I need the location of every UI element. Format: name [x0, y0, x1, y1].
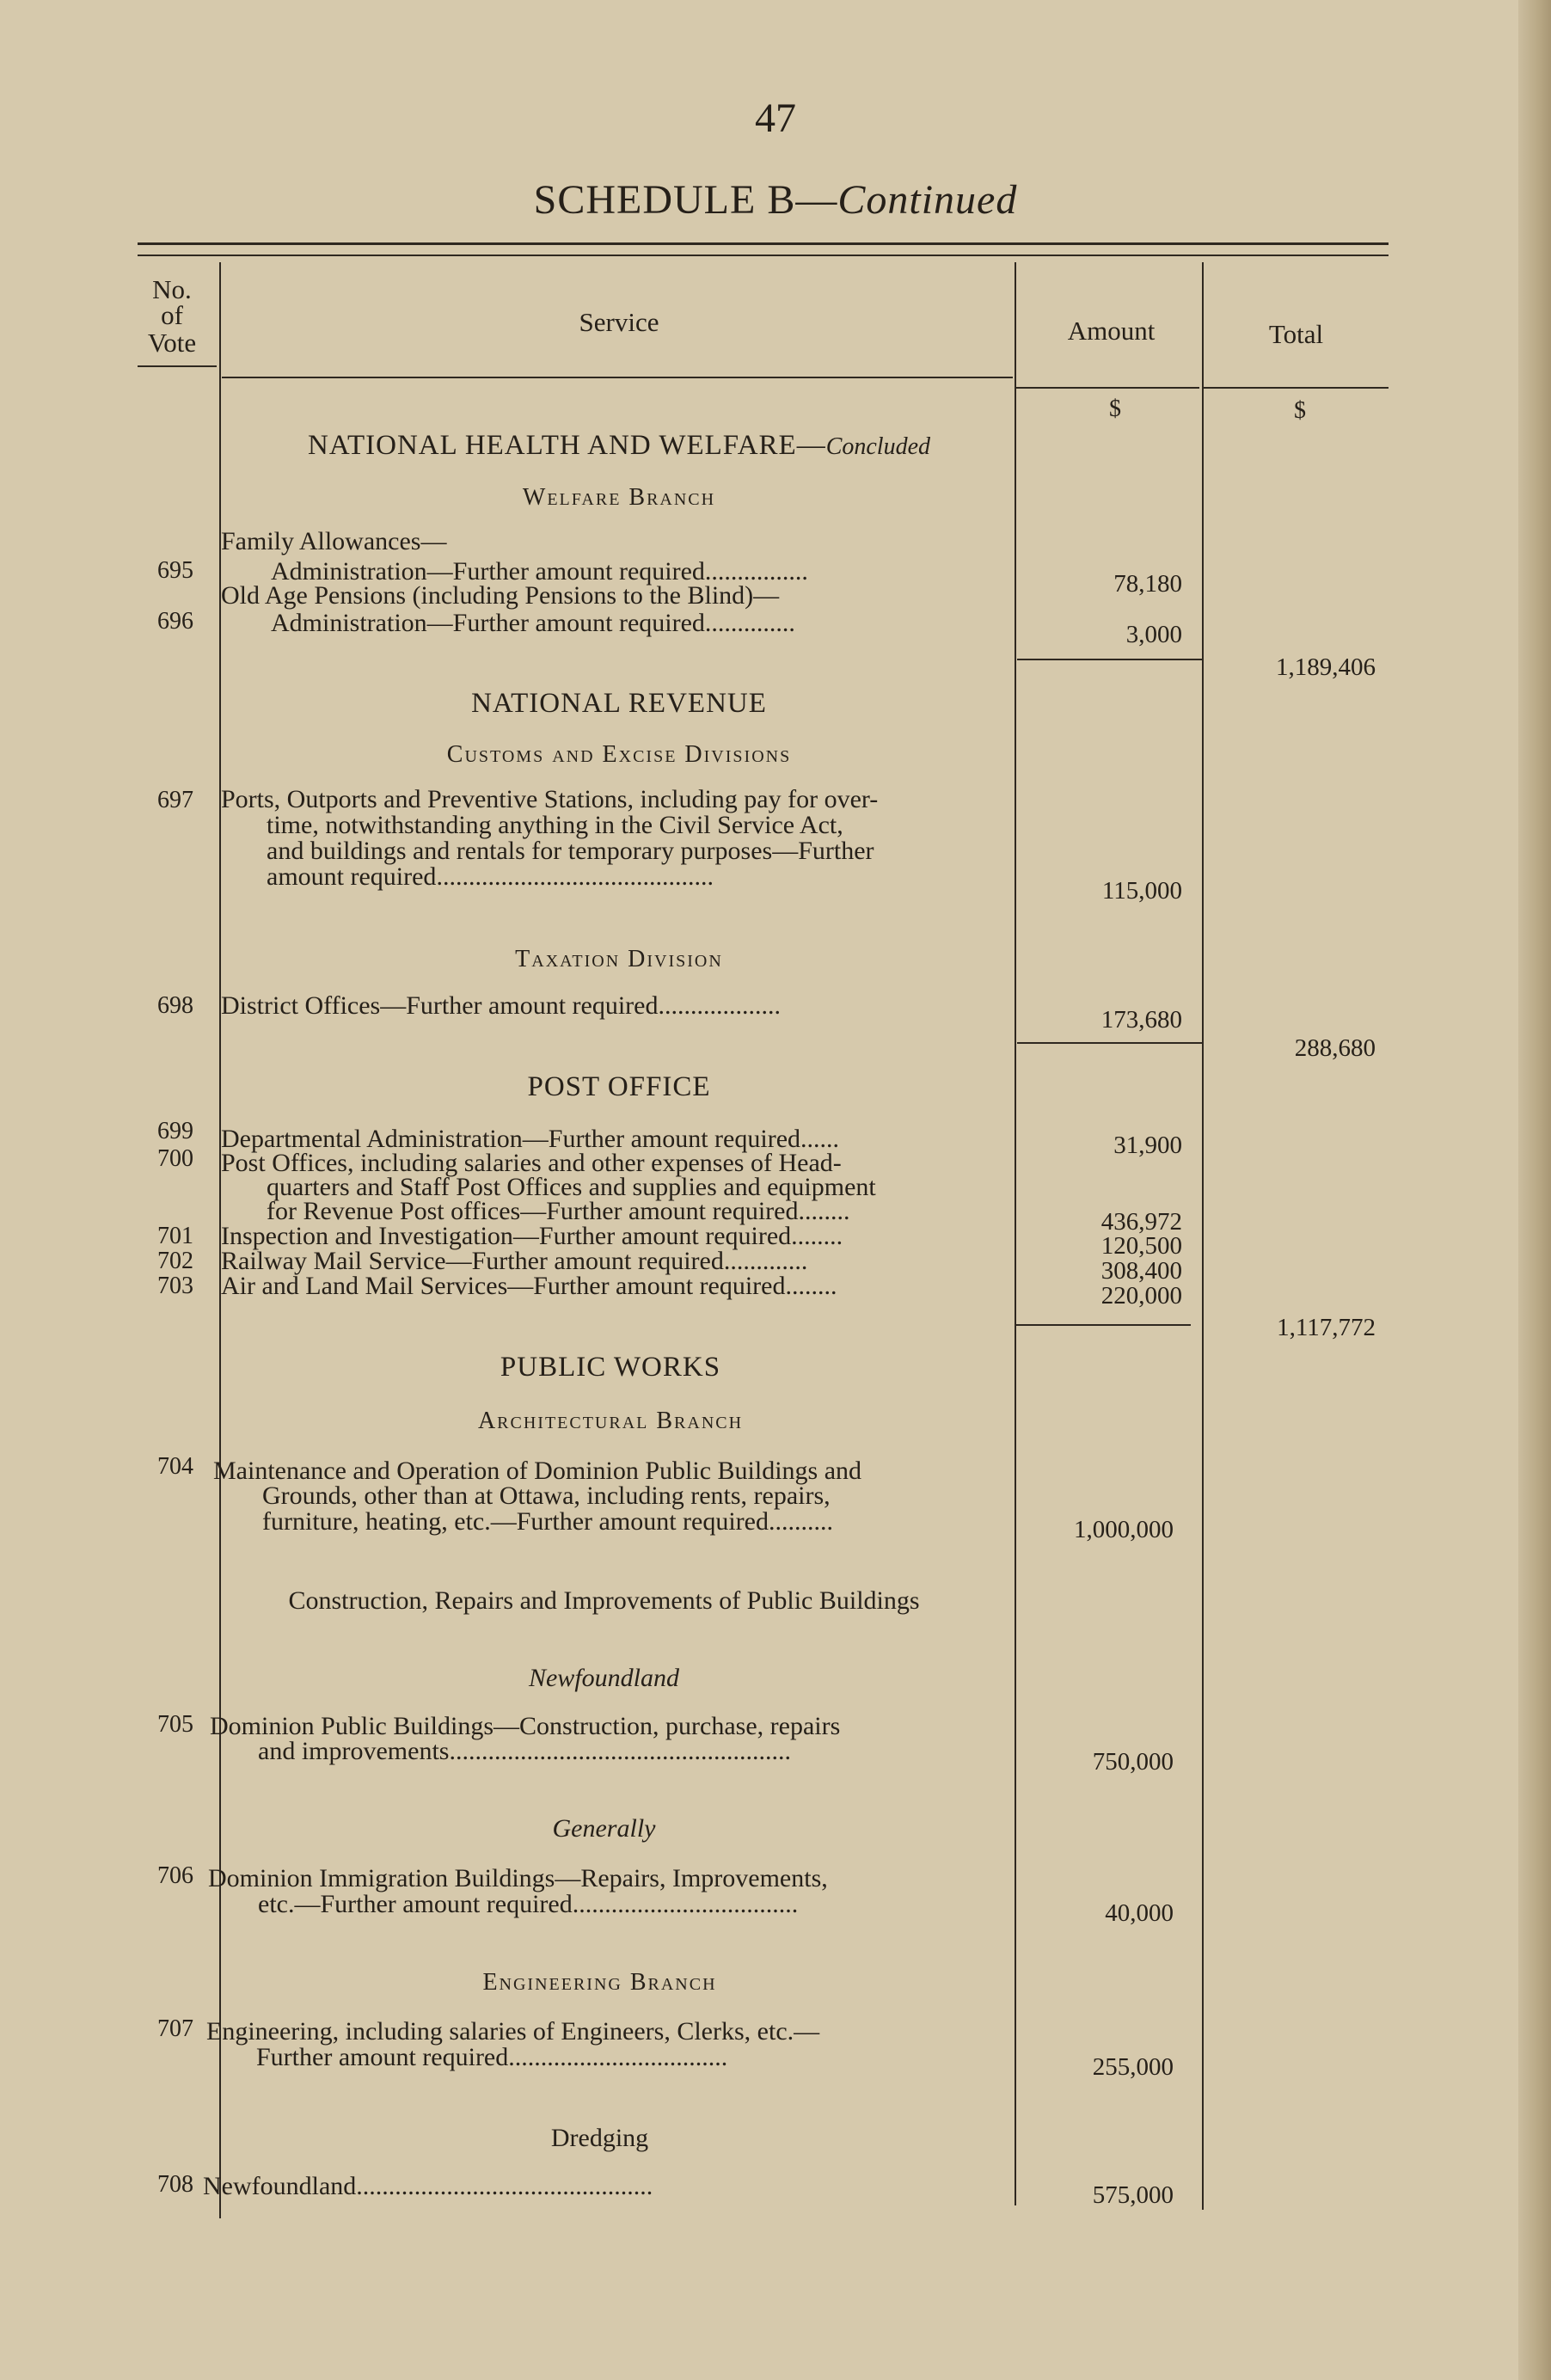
- amount-700: 436,972: [1100, 1208, 1182, 1236]
- amount-708: 575,000: [1092, 2181, 1174, 2209]
- item-697-line1: Ports, Outports and Preventive Stations, including pay for over-: [221, 785, 879, 813]
- item-old-age-pensions: Old Age Pensions (including Pensions to the Blind)—: [221, 581, 780, 610]
- amount-706: 40,000: [1105, 1899, 1174, 1927]
- item-707-line2: Further amount required: [256, 2043, 509, 2071]
- vote-701: 701: [157, 1223, 193, 1249]
- subsection-generally: Generally: [552, 1814, 656, 1843]
- item-704-line2: Grounds, other than at Ottawa, including rents, repairs,: [262, 1481, 831, 1510]
- item-696-line1: Administration—Further amount required: [271, 609, 705, 637]
- subsection-engineering-branch: Engineering Branch: [482, 1969, 717, 1996]
- item-705-line1: Dominion Public Buildings—Construction, purchase, repairs: [210, 1712, 841, 1740]
- subsection-construction-repairs: Construction, Repairs and Improvements of Public Buildings: [288, 1586, 920, 1615]
- item-708-text: Newfoundland..............................................: [203, 2172, 653, 2200]
- header-rule-vote: [138, 365, 217, 367]
- item-707-text2: Further amount required..................................: [256, 2043, 728, 2071]
- item-697-line3: and buildings and rentals for temporary purposes—Further: [267, 837, 874, 865]
- item-703-line1: Air and Land Mail Services—Further amount required: [221, 1272, 786, 1300]
- col-rule-amount: [1202, 262, 1204, 2210]
- item-702-line1: Railway Mail Service—Further amount required: [221, 1247, 724, 1275]
- amount-header: Amount: [1067, 316, 1156, 346]
- header-rule-total: [1204, 387, 1389, 389]
- item-698-line1: District Offices—Further amount required: [221, 991, 659, 1020]
- total-currency: $: [1294, 397, 1306, 424]
- vote-699: 699: [157, 1118, 193, 1144]
- subtotal-rule-post-office: [1015, 1324, 1191, 1326]
- item-701-line1: Inspection and Investigation—Further amount required: [221, 1222, 792, 1250]
- item-706-line2: etc.—Further amount required: [258, 1890, 573, 1918]
- total-nhw: 1,189,406: [1276, 653, 1376, 681]
- vote-697: 697: [157, 787, 193, 813]
- item-706-line1: Dominion Immigration Buildings—Repairs, Improvements,: [208, 1864, 828, 1892]
- item-704-text3: furniture, heating, etc.—Further amount required..........: [262, 1507, 833, 1536]
- service-header: Service: [579, 307, 659, 337]
- amount-currency: $: [1109, 396, 1121, 422]
- amount-702: 308,400: [1100, 1257, 1182, 1285]
- vote-695: 695: [157, 557, 193, 584]
- item-708-line1: Newfoundland: [203, 2172, 357, 2200]
- total-header: Total: [1268, 319, 1324, 349]
- item-696-text: Administration—Further amount required..............: [271, 609, 795, 637]
- item-702-text: Railway Mail Service—Further amount required.............: [221, 1247, 808, 1275]
- amount-698: 173,680: [1100, 1006, 1182, 1034]
- amount-696: 3,000: [1125, 621, 1182, 648]
- vote-header: [129, 273, 215, 359]
- top-rule-1: [138, 242, 1389, 245]
- item-700-line1: Post Offices, including salaries and other expenses of Head-: [221, 1149, 842, 1177]
- item-701-text: Inspection and Investigation—Further amount required........: [221, 1222, 843, 1250]
- total-revenue: 288,680: [1294, 1034, 1376, 1062]
- amount-705: 750,000: [1092, 1748, 1174, 1776]
- amount-704: 1,000,000: [1074, 1516, 1174, 1543]
- section-national-health-welfare: [224, 430, 1015, 462]
- amount-703: 220,000: [1100, 1282, 1182, 1310]
- section-national-revenue: NATIONAL REVENUE: [471, 688, 767, 719]
- section-public-works: PUBLIC WORKS: [500, 1352, 721, 1383]
- amount-695: 78,180: [1113, 570, 1182, 598]
- item-700-line2: quarters and Staff Post Offices and supplies and equipment: [267, 1173, 876, 1201]
- vote-705: 705: [157, 1711, 193, 1738]
- subsection-welfare-branch: Welfare Branch: [522, 484, 716, 511]
- vote-707: 707: [157, 2015, 193, 2042]
- schedule-title: [0, 176, 1551, 224]
- item-706-text2: etc.—Further amount required...................................: [258, 1890, 799, 1918]
- vote-706: 706: [157, 1862, 193, 1889]
- subtotal-rule-revenue: [1017, 1042, 1202, 1044]
- total-post-office: 1,117,772: [1277, 1314, 1376, 1341]
- amount-697: 115,000: [1101, 877, 1182, 905]
- section-nhw-main: NATIONAL HEALTH AND WELFARE—: [307, 430, 826, 461]
- subtotal-rule-nhw: [1017, 659, 1202, 660]
- vote-header-vote: Vote: [147, 327, 197, 358]
- item-704-line3: furniture, heating, etc.—Further amount required: [262, 1507, 769, 1536]
- item-707-line1: Engineering, including salaries of Engineers, Clerks, etc.—: [206, 2017, 820, 2046]
- top-rule-2: [138, 255, 1389, 256]
- amount-701: 120,500: [1100, 1232, 1182, 1260]
- item-705-text2: and improvements.....................................................: [258, 1737, 791, 1765]
- item-697-line4: amount required: [267, 862, 437, 891]
- subsection-customs-excise: Customs and Excise Divisions: [446, 741, 792, 768]
- amount-707: 255,000: [1092, 2053, 1174, 2081]
- item-700-line3: for Revenue Post offices—Further amount required: [267, 1197, 799, 1225]
- header-rule-amount: [1015, 387, 1199, 389]
- vote-703: 703: [157, 1273, 193, 1299]
- item-703-text: Air and Land Mail Services—Further amount required........: [221, 1272, 837, 1300]
- vote-700: 700: [157, 1145, 193, 1172]
- schedule-title-suffix: Continued: [837, 177, 1018, 223]
- item-family-allowances: Family Allowances—: [221, 527, 447, 555]
- item-705-line2: and improvements: [258, 1737, 450, 1765]
- item-695-line1: Administration—Further amount required: [271, 557, 705, 586]
- item-704-line1: Maintenance and Operation of Dominion Public Buildings and: [213, 1457, 862, 1485]
- section-nhw-suffix: Concluded: [825, 433, 931, 460]
- item-697-text4: amount required...........................................: [267, 862, 714, 891]
- header-rule-service: [222, 377, 1013, 378]
- subsection-architectural-branch: Architectural Branch: [477, 1408, 744, 1434]
- subsection-dredging: Dredging: [550, 2124, 649, 2152]
- vote-704: 704: [157, 1453, 193, 1480]
- section-post-office: POST OFFICE: [527, 1071, 711, 1102]
- page-number: 47: [755, 95, 796, 141]
- vote-696: 696: [157, 608, 193, 635]
- item-699-text: Departmental Administration—Further amount required......: [221, 1125, 840, 1153]
- vote-698: 698: [157, 992, 193, 1019]
- item-700-text3: for Revenue Post offices—Further amount required........: [267, 1197, 850, 1225]
- subsection-newfoundland: Newfoundland: [528, 1664, 679, 1692]
- item-695-text: Administration—Further amount required................: [271, 557, 808, 586]
- vote-header-no: No.: [152, 274, 192, 304]
- vote-708: 708: [157, 2171, 193, 2198]
- amount-699: 31,900: [1113, 1132, 1182, 1159]
- page-edge: [1518, 0, 1551, 2380]
- item-699-line1: Departmental Administration—Further amount required: [221, 1125, 801, 1153]
- vote-header-of: of: [161, 300, 183, 331]
- schedule-title-main: SCHEDULE B—: [533, 177, 838, 223]
- subsection-taxation-division: Taxation Division: [515, 946, 723, 972]
- item-697-line2: time, notwithstanding anything in the Civil Service Act,: [267, 811, 843, 839]
- item-698-text: District Offices—Further amount required...................: [221, 991, 781, 1020]
- vote-702: 702: [157, 1248, 193, 1274]
